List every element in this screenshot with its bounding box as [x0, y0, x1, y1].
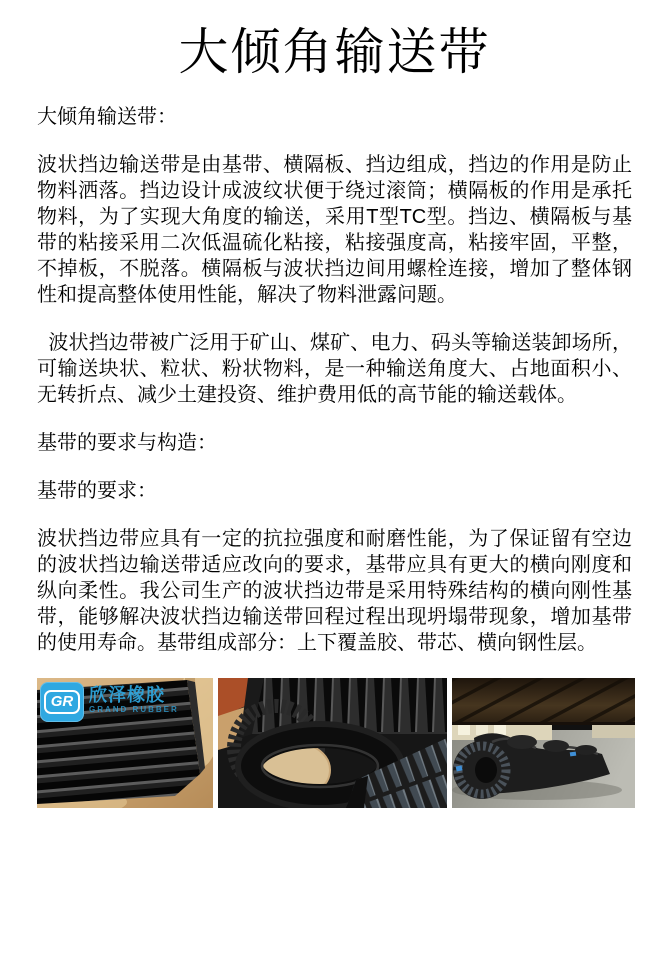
article-body — [37, 104, 632, 656]
heading-base-belt-requirements-structure: 基带的要求与构造： — [37, 432, 217, 454]
brand-logo-icon — [40, 682, 84, 722]
paragraph-base-belt-details: 波状挡边带应具有一定的抗拉强度和耐磨性能，为了保证留有空边的波状挡边输送带适应改向的要求，基带应具有更大的横向刚度和纵向柔性。我公司生产的波状挡边带是采用特殊结构的横向刚性基带，能够解决波状挡边输送带回程过程出现坍塌带现象，增加基带的使用寿命。基带组成部分：上下覆盖胶、带芯、横向钢性层。 — [37, 528, 632, 654]
paragraph-intro-label: 大倾角输送带： — [37, 106, 177, 128]
paragraph-applications: 波状挡边带被广泛用于矿山、煤矿、电力、码头等输送装卸场所，可输送块状、粒状、粉状物料，是一种输送角度大、占地面积小、无转折点、减少土建投资、维护费用低的高节能的输送载体。 — [37, 332, 632, 406]
product-photos-row — [37, 678, 632, 808]
brand-monogram: GR — [44, 690, 81, 714]
brand-name-en: GRAND RUBBER — [89, 705, 179, 714]
photo-corrugated-sidewall-panels — [37, 678, 213, 808]
product-description-page — [0, 24, 666, 808]
page-title: 大倾角输送带 — [178, 24, 491, 80]
folded-belt-illustration — [218, 678, 447, 808]
brand-watermark — [40, 682, 179, 722]
photo-folded-sidewall-belt — [218, 678, 447, 808]
photo-warehouse-belts — [452, 678, 635, 808]
brand-names — [89, 682, 179, 715]
warehouse-illustration — [452, 678, 635, 808]
paragraph-structure: 波状挡边输送带是由基带、横隔板、挡边组成，挡边的作用是防止物料洒落。挡边设计成波纹状便于绕过滚筒；横隔板的作用是承托物料，为了实现大角度的输送，采用T型TC型。挡边、横隔板与基带的粘接采用二次低温硫化粘接，粘接强度高，粘接牢固，平整，不掉板，不脱落。横隔板与波状挡边间用螺栓连接，增加了整体钢性和提高整体使用性能，解决了物料泄露问题。 — [37, 154, 632, 306]
brand-name-cn: 欣泽橡胶 — [89, 685, 165, 705]
heading-base-belt-requirements: 基带的要求： — [37, 480, 157, 502]
